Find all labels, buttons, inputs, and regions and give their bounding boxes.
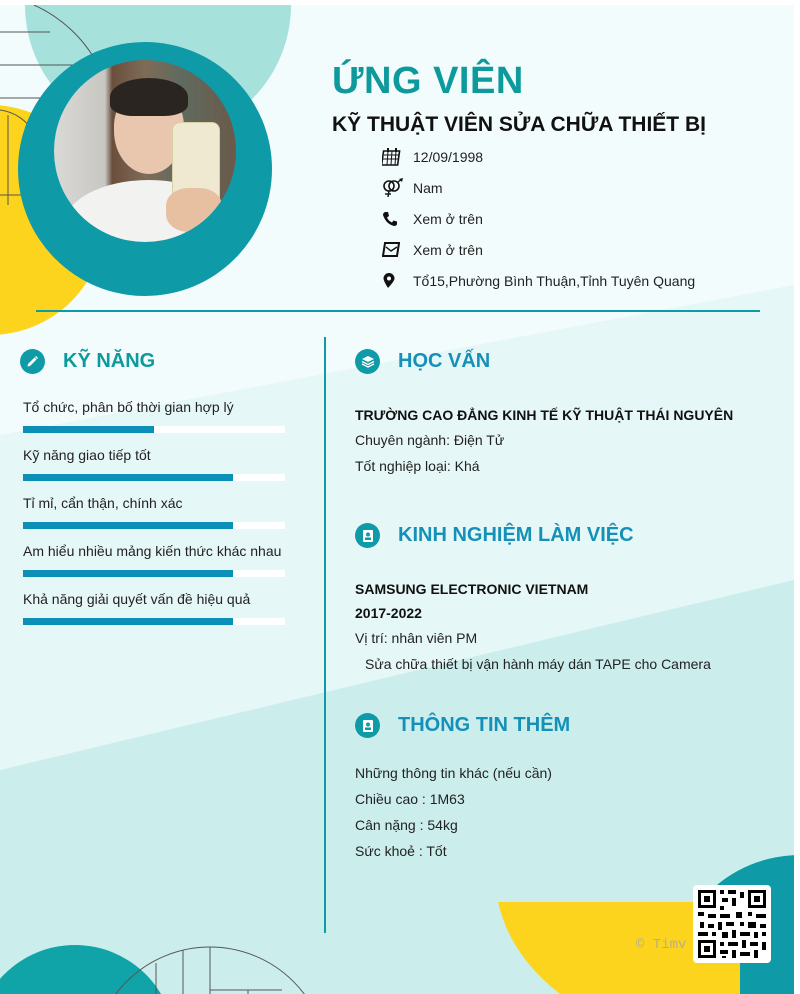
additional-line: Cân nặng : 54kg — [355, 817, 458, 833]
skill-item — [23, 394, 285, 442]
experience-title: KINH NGHIỆM LÀM VIỆC — [398, 524, 634, 546]
birthdate-value: 12/09/1998 — [413, 148, 484, 165]
pencil-icon — [20, 349, 45, 374]
school-name: TRƯỜNG CAO ĐẲNG KINH TẾ KỸ THUẬT THÁI NGUYÊN — [355, 407, 734, 423]
avatar-photo — [54, 60, 236, 242]
contact-email — [382, 234, 695, 265]
header-divider — [36, 310, 760, 312]
skill-bar — [23, 474, 285, 481]
watermark: © Timv — [636, 937, 687, 953]
company-name: SAMSUNG ELECTRONIC VIETNAM — [355, 581, 589, 597]
gender-value: Nam — [413, 179, 443, 196]
phone-value: Xem ở trên — [413, 210, 483, 227]
skill-bar — [23, 426, 285, 433]
skill-label: Tỉ mỉ, cẩn thận, chính xác — [23, 495, 183, 511]
books-stack-icon — [355, 349, 380, 374]
experience-heading — [355, 523, 634, 548]
gender-icon — [382, 178, 413, 198]
column-divider — [324, 337, 326, 933]
location-pin-icon — [382, 271, 413, 291]
skills-title: KỸ NĂNG — [63, 350, 156, 372]
experience-period: 2017-2022 — [355, 605, 422, 621]
skills-heading — [20, 349, 155, 374]
education-heading — [355, 349, 490, 374]
additional-title: THÔNG TIN THÊM — [398, 714, 571, 736]
skill-bar — [23, 522, 285, 529]
qr-code[interactable] — [693, 885, 771, 963]
skill-item — [23, 586, 285, 634]
skill-item — [23, 442, 285, 490]
candidate-name: ỨNG VIÊN — [332, 60, 524, 102]
additional-heading — [355, 713, 570, 738]
contact-phone — [382, 203, 695, 234]
calendar-icon — [382, 147, 413, 167]
education-content — [355, 403, 733, 479]
skill-bar — [23, 618, 285, 625]
address-value: Tổ15,Phường Bình Thuận,Tỉnh Tuyên Quang — [413, 272, 696, 289]
skill-item — [23, 490, 285, 538]
contact-gender — [382, 172, 695, 203]
job-title: KỸ THUẬT VIÊN SỬA CHỮA THIẾT BỊ — [332, 113, 706, 136]
education-grade: Tốt nghiệp loại: Khá — [355, 458, 480, 474]
skill-label: Am hiểu nhiều mảng kiến thức khác nhau — [23, 543, 282, 559]
id-card-icon — [355, 713, 380, 738]
skill-label: Tổ chức, phân bố thời gian hợp lý — [23, 399, 234, 415]
education-major: Chuyên ngành: Điện Tử — [355, 432, 505, 448]
skill-label: Kỹ năng giao tiếp tốt — [23, 447, 151, 463]
avatar-ring — [18, 42, 272, 296]
additional-content — [355, 760, 552, 864]
email-value: Xem ở trên — [413, 241, 483, 258]
skill-label: Khả năng giải quyết vấn đề hiệu quả — [23, 591, 251, 607]
contact-address — [382, 265, 695, 296]
additional-line: Chiều cao : 1M63 — [355, 791, 465, 807]
id-card-icon — [355, 523, 380, 548]
skill-item — [23, 538, 285, 586]
experience-position: Vị trí: nhân viên PM — [355, 630, 478, 646]
additional-line: Những thông tin khác (nếu cần) — [355, 765, 552, 781]
phone-icon — [382, 209, 413, 229]
contact-list — [382, 141, 695, 296]
additional-line: Sức khoẻ : Tốt — [355, 843, 447, 859]
experience-content — [355, 577, 711, 677]
email-icon — [382, 240, 413, 260]
contact-birthdate — [382, 141, 695, 172]
experience-description: Sửa chữa thiết bị vận hành máy dán TAPE cho Camera — [365, 656, 711, 672]
education-title: HỌC VẤN — [398, 350, 491, 372]
skill-bar — [23, 570, 285, 577]
skills-list — [23, 394, 285, 634]
cv-page — [0, 5, 794, 994]
